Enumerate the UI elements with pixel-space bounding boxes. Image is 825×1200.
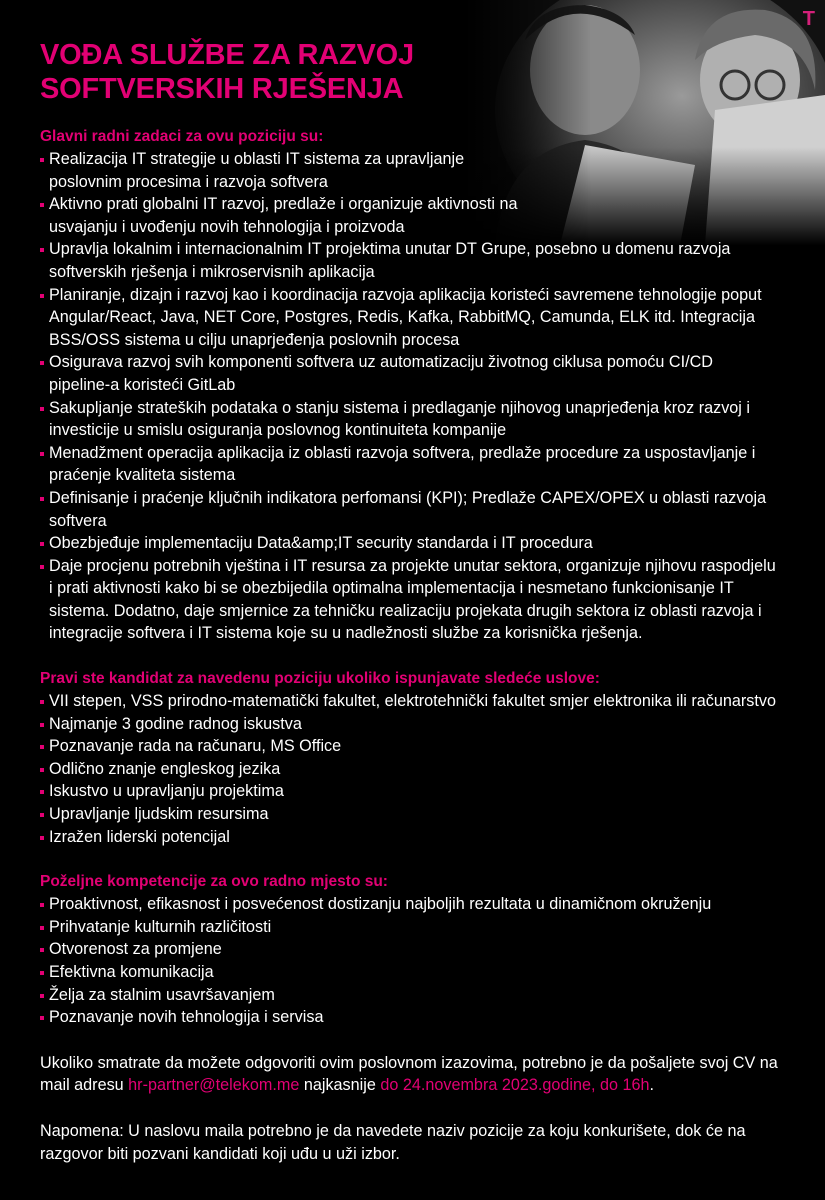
bullet-icon	[40, 745, 44, 749]
bullet-icon	[40, 497, 44, 501]
bullet-icon	[40, 723, 44, 727]
list-item	[40, 938, 790, 961]
bullet-icon	[40, 971, 44, 975]
list-item	[40, 555, 790, 645]
bullet-icon	[40, 836, 44, 840]
list-item	[40, 351, 790, 396]
list-item	[40, 442, 790, 487]
list-item	[40, 690, 790, 713]
bullet-icon	[40, 994, 44, 998]
list-item	[40, 148, 790, 193]
bullet-icon	[40, 407, 44, 411]
list-item-text: Otvorenost za promjene	[49, 940, 222, 959]
bullet-icon	[40, 361, 44, 365]
bullet-icon	[40, 790, 44, 794]
bullet-icon	[40, 768, 44, 772]
tasks-heading: Glavni radni zadaci za ovu poziciju su:	[40, 128, 324, 145]
apply-text: mail adresu	[40, 1076, 129, 1095]
bullet-icon	[40, 294, 44, 298]
list-item-text: Osigurava razvoj svih komponenti softvera uz automatizaciju životnog ciklusa pomoću CI/CD	[49, 353, 713, 372]
list-item	[40, 826, 790, 849]
list-item-text: Menadžment operacija aplikacija iz oblasti razvoja softvera, predlaže procedure za uspostavljanje i	[49, 443, 756, 462]
list-item-text: softvera	[49, 511, 107, 530]
list-item-text: pipeline-a koristeći GitLab	[49, 375, 236, 394]
list-item	[40, 916, 790, 939]
list-item-text: Realizacija IT strategije u oblasti IT sistema za upravljanje	[49, 150, 465, 168]
list-item-text: Aktivno prati globalni IT razvoj, predlaže i organizuje aktivnosti na	[49, 195, 518, 214]
list-item	[40, 735, 790, 758]
list-item	[40, 284, 790, 352]
job-title-line: VOĐA SLUŽBE ZA RAZVOJ	[40, 39, 414, 71]
list-item	[40, 193, 790, 238]
list-item-text: usvajanju i uvođenju novih tehnologija i proizvoda	[49, 217, 405, 236]
list-item-text: Odlično znanje engleskog jezika	[49, 759, 281, 778]
list-item-text: Prihvatanje kulturnih različitosti	[49, 917, 272, 936]
list-item-text: Poznavanje novih tehnologija i servisa	[49, 1008, 324, 1027]
list-item-text: softverskih rješenja i mikroservisnih aplikacija	[49, 262, 375, 281]
note-text: razgovor biti pozvani kandidati koji uđu u uži izbor.	[40, 1144, 400, 1163]
list-item	[40, 487, 790, 532]
list-item	[40, 803, 790, 826]
list-item-text: Sakupljanje strateških podataka o stanju sistema i predlaganje njihovog unaprjeđenja kroz razvoj i	[49, 398, 750, 417]
bullet-icon	[40, 248, 44, 252]
list-item-text: Planiranje, dizajn i razvoj kao i koordinacija razvoja aplikacija koristeći savremene tehnologije poput	[49, 285, 762, 304]
brand-logo: T	[802, 8, 815, 30]
application-instructions	[40, 1052, 790, 1097]
list-item	[40, 532, 790, 555]
list-item-text: i prati aktivnosti kako bi se obezbijedila optimalna implementacija i nesmetano funkcionisanje IT	[49, 579, 734, 598]
bullet-icon	[40, 452, 44, 456]
list-item-text: Želja za stalnim usavršavanjem	[49, 985, 275, 1004]
bullet-icon	[40, 1016, 44, 1020]
list-item-text: BSS/OSS sistema u cilju unaprjeđenja poslovnih procesa	[49, 330, 460, 349]
bullet-icon	[40, 542, 44, 546]
bullet-icon	[40, 700, 44, 704]
note-text: Napomena: U naslovu maila potrebno je da navedete naziv pozicije za koju konkurišete, dok će na	[40, 1121, 746, 1140]
bullet-icon	[40, 565, 44, 569]
apply-text: najkasnije	[299, 1076, 381, 1095]
job-ad-content	[40, 38, 790, 1165]
list-item-text: integracije softvera i IT sistema koje su u nadležnosti službe za korisnička rješenja.	[49, 624, 643, 643]
list-item	[40, 1006, 790, 1029]
list-item	[40, 893, 790, 916]
list-item-text: Izražen liderski potencijal	[49, 827, 230, 846]
list-item-text: investicije u smislu osiguranja poslovnog kontinuiteta kompanije	[49, 421, 507, 440]
bullet-icon	[40, 903, 44, 907]
list-item-text: VII stepen, VSS prirodno-matematički fakultet, elektrotehnički fakultet smjer elektronika ili računarstvo	[49, 692, 776, 711]
list-item-text: Iskustvo u upravljanju projektima	[49, 782, 284, 801]
list-item-text: Angular/React, Java, NET Core, Postgres, Redis, Kafka, RabbitMQ, Camunda, ELK itd. Integracija	[49, 308, 755, 327]
list-item-text: Proaktivnost, efikasnost i posvećenost dostizanju najboljih rezultata u dinamičnom okruženju	[49, 895, 712, 914]
hr-email-link[interactable]: hr-partner@telekom.me	[128, 1076, 300, 1095]
job-title-line: SOFTVERSKIH RJEŠENJA	[40, 73, 404, 105]
requirements-list	[40, 690, 790, 848]
job-title	[40, 38, 790, 106]
bullet-icon	[40, 813, 44, 817]
list-item	[40, 758, 790, 781]
apply-text: .	[649, 1076, 654, 1095]
list-item	[40, 397, 790, 442]
list-item-text: Efektivna komunikacija	[49, 963, 214, 981]
competencies-heading: Poželjne kompetencije za ovo radno mjesto su:	[40, 873, 388, 891]
list-item	[40, 780, 790, 803]
list-item-text: Najmanje 3 godine radnog iskustva	[49, 714, 302, 733]
bullet-icon	[40, 158, 44, 162]
list-item	[40, 238, 790, 283]
bullet-icon	[40, 203, 44, 207]
bullet-icon	[40, 948, 44, 952]
list-item	[40, 961, 790, 984]
list-item-text: Definisanje i praćenje ključnih indikatora perfomansi (KPI); Predlaže CAPEX/OPEX u oblasti razvoja	[49, 488, 767, 507]
list-item-text: Upravljanje ljudskim resursima	[49, 805, 269, 824]
list-item-text: poslovnim procesima i razvoja softvera	[49, 172, 328, 191]
note	[40, 1120, 790, 1165]
list-item-text: Daje procjenu potrebnih vještina i IT resursa za projekte unutar sektora, organizuje njihovu raspodjelu	[49, 556, 776, 575]
application-deadline: do 24.novembra 2023.godine, do 16h	[380, 1076, 650, 1095]
list-item-text: Upravlja lokalnim i internacionalnim IT projektima unutar DT Grupe, posebno u domenu razvoja	[49, 240, 731, 259]
list-item	[40, 984, 790, 1007]
tasks-list	[40, 148, 790, 645]
list-item-text: sistema. Dodatno, daje smjernice za tehničku realizaciju projekata drugih sektora iz oblasti razvoja i	[49, 601, 762, 620]
requirements-heading: Pravi ste kandidat za navedenu poziciju ukoliko ispunjavate sledeće uslove:	[40, 670, 600, 688]
list-item-text: Poznavanje rada na računaru, MS Office	[49, 737, 342, 756]
list-item-text: Obezbjeđuje implementaciju Data&amp;IT security standarda i IT procedura	[49, 534, 593, 553]
apply-text: Ukoliko smatrate da možete odgovoriti ovim poslovnom izazovima, potrebno je da pošaljete svoj CV na	[40, 1053, 778, 1072]
bullet-icon	[40, 926, 44, 930]
list-item	[40, 713, 790, 736]
competencies-list	[40, 893, 790, 1029]
list-item-text: praćenje kvaliteta sistema	[49, 466, 236, 485]
